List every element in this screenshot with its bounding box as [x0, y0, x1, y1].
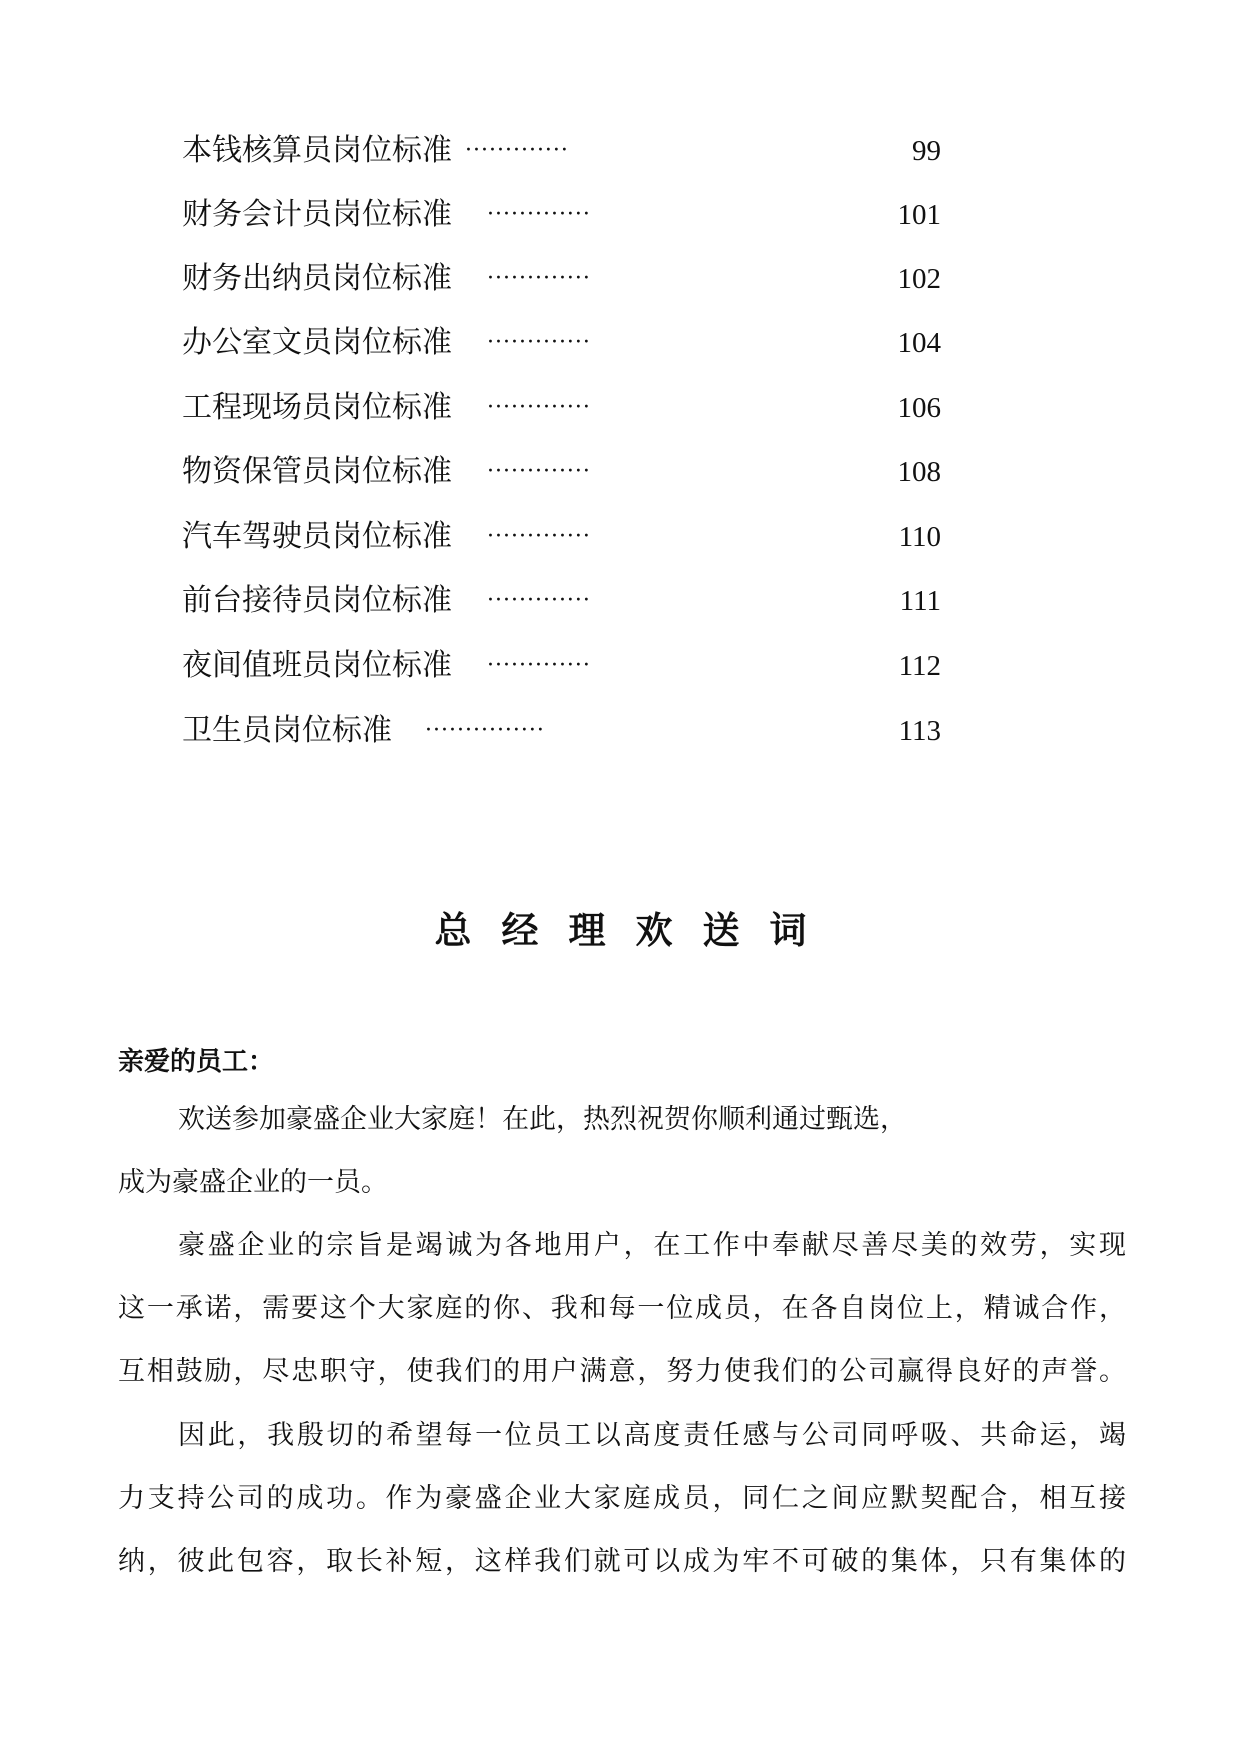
toc-entry[interactable] [0, 447, 1241, 497]
toc-page-number: 113 [898, 715, 941, 747]
toc-entry[interactable] [0, 383, 1241, 433]
section-title: 总经理欢送词 [434, 909, 837, 952]
paragraph-line: 欢送参加豪盛企业大家庭！在此，热烈祝贺你顺利通过甄选， [178, 1104, 907, 1135]
toc-entry-title: 卫生员岗位标准 [182, 713, 392, 748]
toc-leader-dots: ··············· [425, 718, 545, 743]
toc-entry[interactable] [0, 190, 1241, 240]
toc-entry[interactable] [0, 641, 1241, 691]
paragraph-line: 纳，彼此包容，取长补短，这样我们就可以成为牢不可破的集体，只有集体的 [118, 1546, 1126, 1577]
paragraph-line: 豪盛企业的宗旨是竭诚为各地用户，在工作中奉献尽善尽美的效劳，实现 [178, 1230, 1126, 1261]
toc-page-number: 99 [912, 135, 941, 167]
toc-page-number: 111 [899, 585, 941, 617]
toc-entry-title: 办公室文员岗位标准 [182, 325, 452, 360]
toc-leader-dots: ············· [465, 138, 569, 163]
paragraph-line: 这一承诺，需要这个大家庭的你、我和每一位成员，在各自岗位上，精诚合作， [118, 1293, 1126, 1324]
toc-page-number: 112 [898, 650, 941, 682]
toc-entry-title: 工程现场员岗位标准 [182, 390, 452, 425]
paragraph-line: 互相鼓励，尽忠职守，使我们的用户满意，努力使我们的公司赢得良好的声誉。 [118, 1356, 1126, 1387]
toc-entry[interactable] [0, 512, 1241, 562]
toc-page-number: 101 [897, 199, 941, 231]
toc-entry[interactable] [0, 576, 1241, 626]
paragraph-line: 成为豪盛企业的一员。 [118, 1167, 388, 1198]
toc-entry-title: 夜间值班员岗位标准 [182, 648, 452, 683]
toc-leader-dots: ············· [487, 202, 591, 227]
toc-entry[interactable] [0, 254, 1241, 304]
toc-entry[interactable] [0, 126, 1241, 176]
toc-entry-title: 本钱核算员岗位标准 [182, 133, 452, 168]
toc-leader-dots: ············· [487, 395, 591, 420]
toc-leader-dots: ············· [487, 653, 591, 678]
toc-page-number: 110 [898, 521, 941, 553]
toc-leader-dots: ············· [487, 588, 591, 613]
toc-page-number: 106 [897, 392, 941, 424]
toc-entry-title: 财务会计员岗位标准 [182, 197, 452, 232]
toc-entry-title: 物资保管员岗位标准 [182, 454, 452, 489]
toc-leader-dots: ············· [487, 266, 591, 291]
toc-page-number: 104 [897, 327, 941, 359]
toc-entry-title: 前台接待员岗位标准 [182, 583, 452, 618]
toc-leader-dots: ············· [487, 524, 591, 549]
toc-page-number: 102 [897, 263, 941, 295]
toc-entry[interactable] [0, 318, 1241, 368]
paragraph-line: 因此，我殷切的希望每一位员工以高度责任感与公司同呼吸、共命运，竭 [178, 1420, 1126, 1451]
paragraph-line: 力支持公司的成功。作为豪盛企业大家庭成员，同仁之间应默契配合，相互接 [118, 1483, 1126, 1514]
salutation: 亲爱的员工： [118, 1047, 275, 1077]
toc-leader-dots: ············· [487, 459, 591, 484]
toc-page-number: 108 [897, 456, 941, 488]
toc-entry-title: 汽车驾驶员岗位标准 [182, 519, 452, 554]
toc-entry-title: 财务出纳员岗位标准 [182, 261, 452, 296]
toc-leader-dots: ············· [487, 330, 591, 355]
toc-entry[interactable] [0, 706, 1241, 756]
